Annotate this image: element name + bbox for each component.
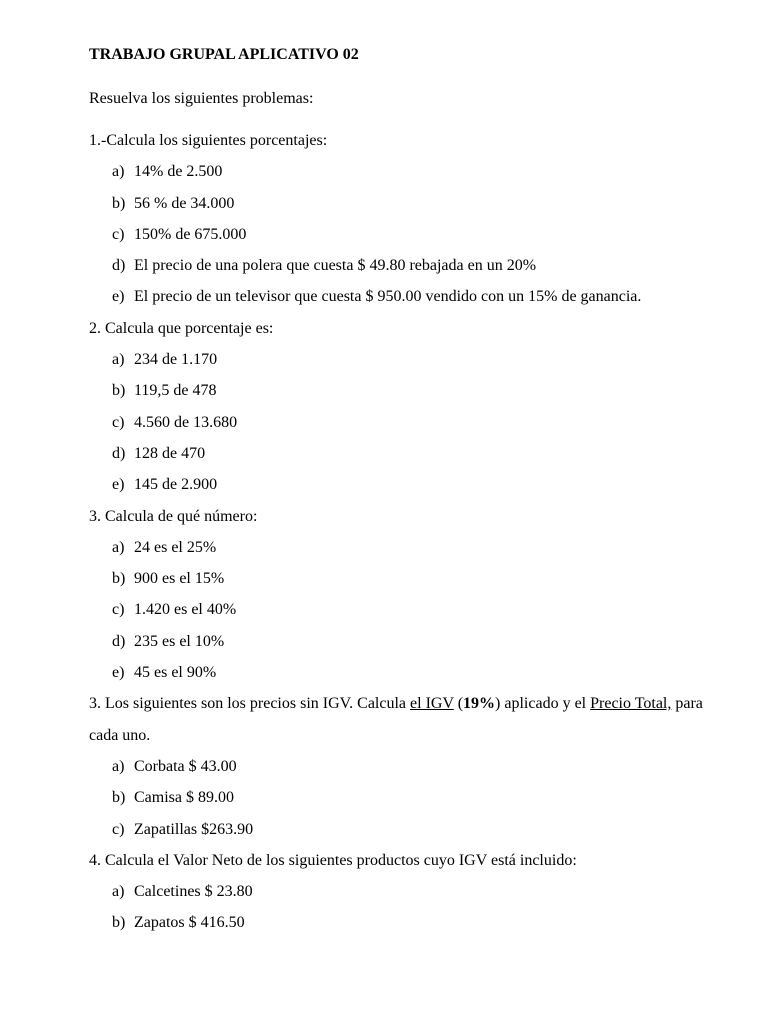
- section-1: [89, 125, 709, 313]
- list-item: [89, 876, 709, 907]
- section-heading: 4. Calcula el Valor Neto de los siguientes productos cuyo IGV está incluido:: [89, 851, 577, 869]
- item-marker: c): [112, 820, 125, 838]
- document-page: [89, 44, 709, 939]
- item-text: 150% de 675.000: [134, 225, 247, 243]
- list-item: [89, 532, 709, 563]
- item-text: Corbata $ 43.00: [134, 757, 237, 775]
- item-text: El precio de una polera que cuesta $ 49.80 rebajada en un 20%: [134, 257, 537, 275]
- section-5: [89, 845, 709, 939]
- item-marker: a): [112, 538, 125, 556]
- item-text: 14% de 2.500: [134, 163, 223, 181]
- item-text: Camisa $ 89.00: [134, 789, 234, 807]
- list-item: [89, 469, 709, 500]
- item-marker: a): [112, 883, 125, 901]
- item-text: 235 es el 10%: [134, 632, 225, 650]
- item-marker: a): [112, 351, 125, 369]
- section-heading: [89, 688, 709, 751]
- item-marker: a): [112, 757, 125, 775]
- item-text: 119,5 de 478: [134, 382, 217, 400]
- list-item: [89, 751, 709, 782]
- item-marker: d): [112, 257, 126, 275]
- heading-bold-rate: 19%: [463, 695, 496, 713]
- list-item: [89, 250, 709, 281]
- item-marker: b): [112, 789, 126, 807]
- list-item: [89, 188, 709, 219]
- list-item: [89, 375, 709, 406]
- item-marker: c): [112, 601, 125, 619]
- item-text: Calcetines $ 23.80: [134, 883, 253, 901]
- item-text: 24 es el 25%: [134, 538, 217, 556]
- item-text: El precio de un televisor que cuesta $ 950.00 vendido con un 15% de ganancia.: [134, 288, 642, 306]
- item-text: 4.560 de 13.680: [134, 413, 238, 431]
- heading-text: ) aplicado y el: [495, 695, 591, 713]
- item-text: Zapatillas $263.90: [134, 820, 254, 838]
- heading-underlined-igv: el IGV: [410, 695, 454, 713]
- list-item: [89, 407, 709, 438]
- list-item: [89, 344, 709, 375]
- item-marker: c): [112, 225, 125, 243]
- list-item: [89, 782, 709, 813]
- list-item: [89, 626, 709, 657]
- item-text: 128 de 470: [134, 444, 206, 462]
- item-text: 1.420 es el 40%: [134, 601, 237, 619]
- item-text: 900 es el 15%: [134, 570, 225, 588]
- section-2: [89, 313, 709, 501]
- item-marker: e): [112, 476, 125, 494]
- list-item: [89, 814, 709, 845]
- heading-text: 3. Los siguientes son los precios sin IGV. Calcula: [89, 695, 411, 713]
- item-marker: e): [112, 664, 125, 682]
- list-item: [89, 438, 709, 469]
- item-text: 45 es el 90%: [134, 664, 217, 682]
- list-item: [89, 219, 709, 250]
- item-marker: b): [112, 570, 126, 588]
- item-text: 56 % de 34.000: [134, 194, 235, 212]
- item-text: 234 de 1.170: [134, 351, 218, 369]
- section-heading: 1.-Calcula los siguientes porcentajes:: [89, 132, 328, 149]
- item-marker: b): [112, 914, 126, 932]
- section-4: [89, 688, 709, 844]
- heading-underlined-total: Precio Total,: [590, 695, 672, 713]
- item-marker: b): [112, 382, 126, 400]
- list-item: [89, 594, 709, 625]
- instructions: Resuelva los siguientes problemas:: [89, 90, 314, 107]
- section-heading: 3. Calcula de qué número:: [89, 507, 258, 525]
- item-marker: d): [112, 444, 126, 462]
- list-item: [89, 907, 709, 938]
- item-text: Zapatos $ 416.50: [134, 914, 245, 932]
- list-item: [89, 156, 709, 187]
- list-item: [89, 657, 709, 688]
- heading-text: para cada uno.: [89, 695, 703, 744]
- item-marker: c): [112, 413, 125, 431]
- list-item: [89, 563, 709, 594]
- section-3: [89, 501, 709, 689]
- item-marker: a): [112, 163, 125, 181]
- section-heading: 2. Calcula que porcentaje es:: [89, 319, 274, 337]
- item-marker: d): [112, 632, 126, 650]
- item-marker: b): [112, 194, 126, 212]
- item-marker: e): [112, 288, 125, 306]
- document-title: TRABAJO GRUPAL APLICATIVO 02: [89, 46, 359, 63]
- item-text: 145 de 2.900: [134, 476, 218, 494]
- heading-text: (: [453, 695, 464, 713]
- list-item: [89, 281, 709, 312]
